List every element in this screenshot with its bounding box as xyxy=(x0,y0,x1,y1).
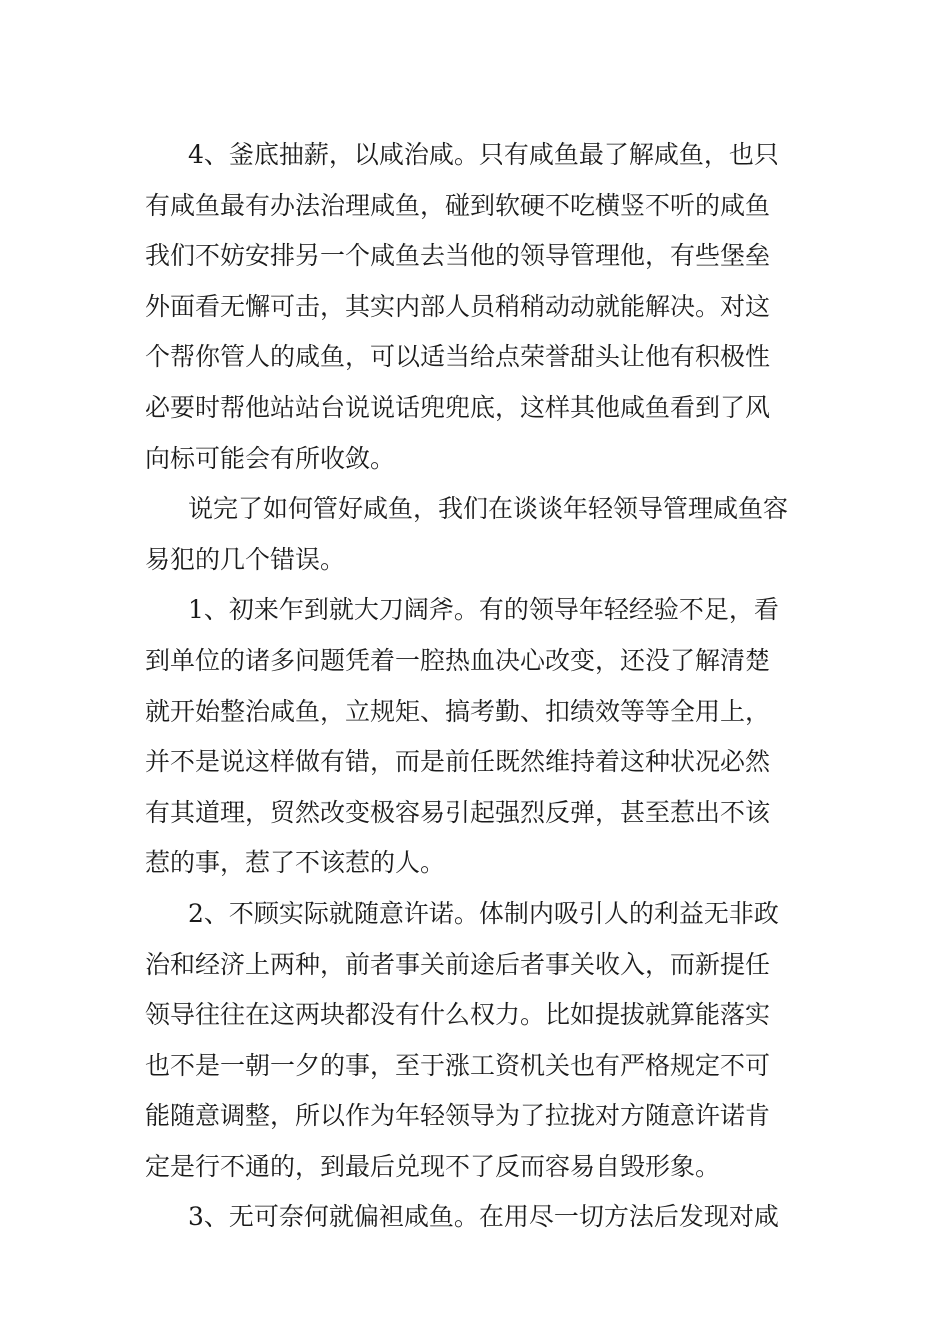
text-line: 3、无可奈何就偏袒咸鱼。在用尽一切方法后发现对咸 xyxy=(188,1202,779,1232)
text-line: 向标可能会有所收敛。 xyxy=(145,443,396,473)
paragraph-mistake-1 xyxy=(145,585,815,889)
text-line: 我们不妨安排另一个咸鱼去当他的领导管理他，有些堡垒 xyxy=(145,241,771,271)
text-line: 易犯的几个错误。 xyxy=(145,544,346,574)
text-line: 有咸鱼最有办法治理咸鱼，碰到软硬不吃横竖不听的咸鱼 xyxy=(145,190,771,220)
text-line: 惹的事，惹了不该惹的人。 xyxy=(145,848,446,878)
text-line: 领导往往在这两块都没有什么权力。比如提拔就算能落实 xyxy=(145,1000,771,1030)
paragraph-mistake-3 xyxy=(145,1192,815,1243)
text-line: 定是行不通的，到最后兑现不了反而容易自毁形象。 xyxy=(145,1151,721,1181)
paragraph-strategy-4 xyxy=(145,130,815,484)
text-line: 1、初来乍到就大刀阔斧。有的领导年轻经验不足，看 xyxy=(188,595,779,625)
text-line: 说完了如何管好咸鱼，我们在谈谈年轻领导管理咸鱼容 xyxy=(188,494,789,524)
text-line: 治和经济上两种，前者事关前途后者事关收入，而新提任 xyxy=(145,949,771,979)
paragraph-transition xyxy=(145,484,815,585)
text-line: 并不是说这样做有错，而是前任既然维持着这种状况必然 xyxy=(145,747,771,777)
text-line: 有其道理，贸然改变极容易引起强烈反弹，甚至惹出不该 xyxy=(145,797,771,827)
paragraph-mistake-2 xyxy=(145,889,815,1193)
body-text xyxy=(145,130,815,1243)
text-line: 2、不顾实际就随意许诺。体制内吸引人的利益无非政 xyxy=(188,898,779,928)
text-line: 必要时帮他站站台说说话兜兜底，这样其他咸鱼看到了风 xyxy=(145,392,771,422)
text-line: 到单位的诸多问题凭着一腔热血决心改变，还没了解清楚 xyxy=(145,645,771,675)
text-line: 个帮你管人的咸鱼，可以适当给点荣誉甜头让他有积极性 xyxy=(145,342,771,372)
text-line: 4、釜底抽薪，以咸治咸。只有咸鱼最了解咸鱼，也只 xyxy=(188,140,779,169)
text-line: 外面看无懈可击，其实内部人员稍稍动动就能解决。对这 xyxy=(145,291,771,321)
text-line: 能随意调整，所以作为年轻领导为了拉拢对方随意许诺肯 xyxy=(145,1101,771,1131)
text-line: 就开始整治咸鱼，立规矩、搞考勤、扣绩效等等全用上， xyxy=(145,696,771,726)
text-line: 也不是一朝一夕的事，至于涨工资机关也有严格规定不可 xyxy=(145,1050,771,1080)
